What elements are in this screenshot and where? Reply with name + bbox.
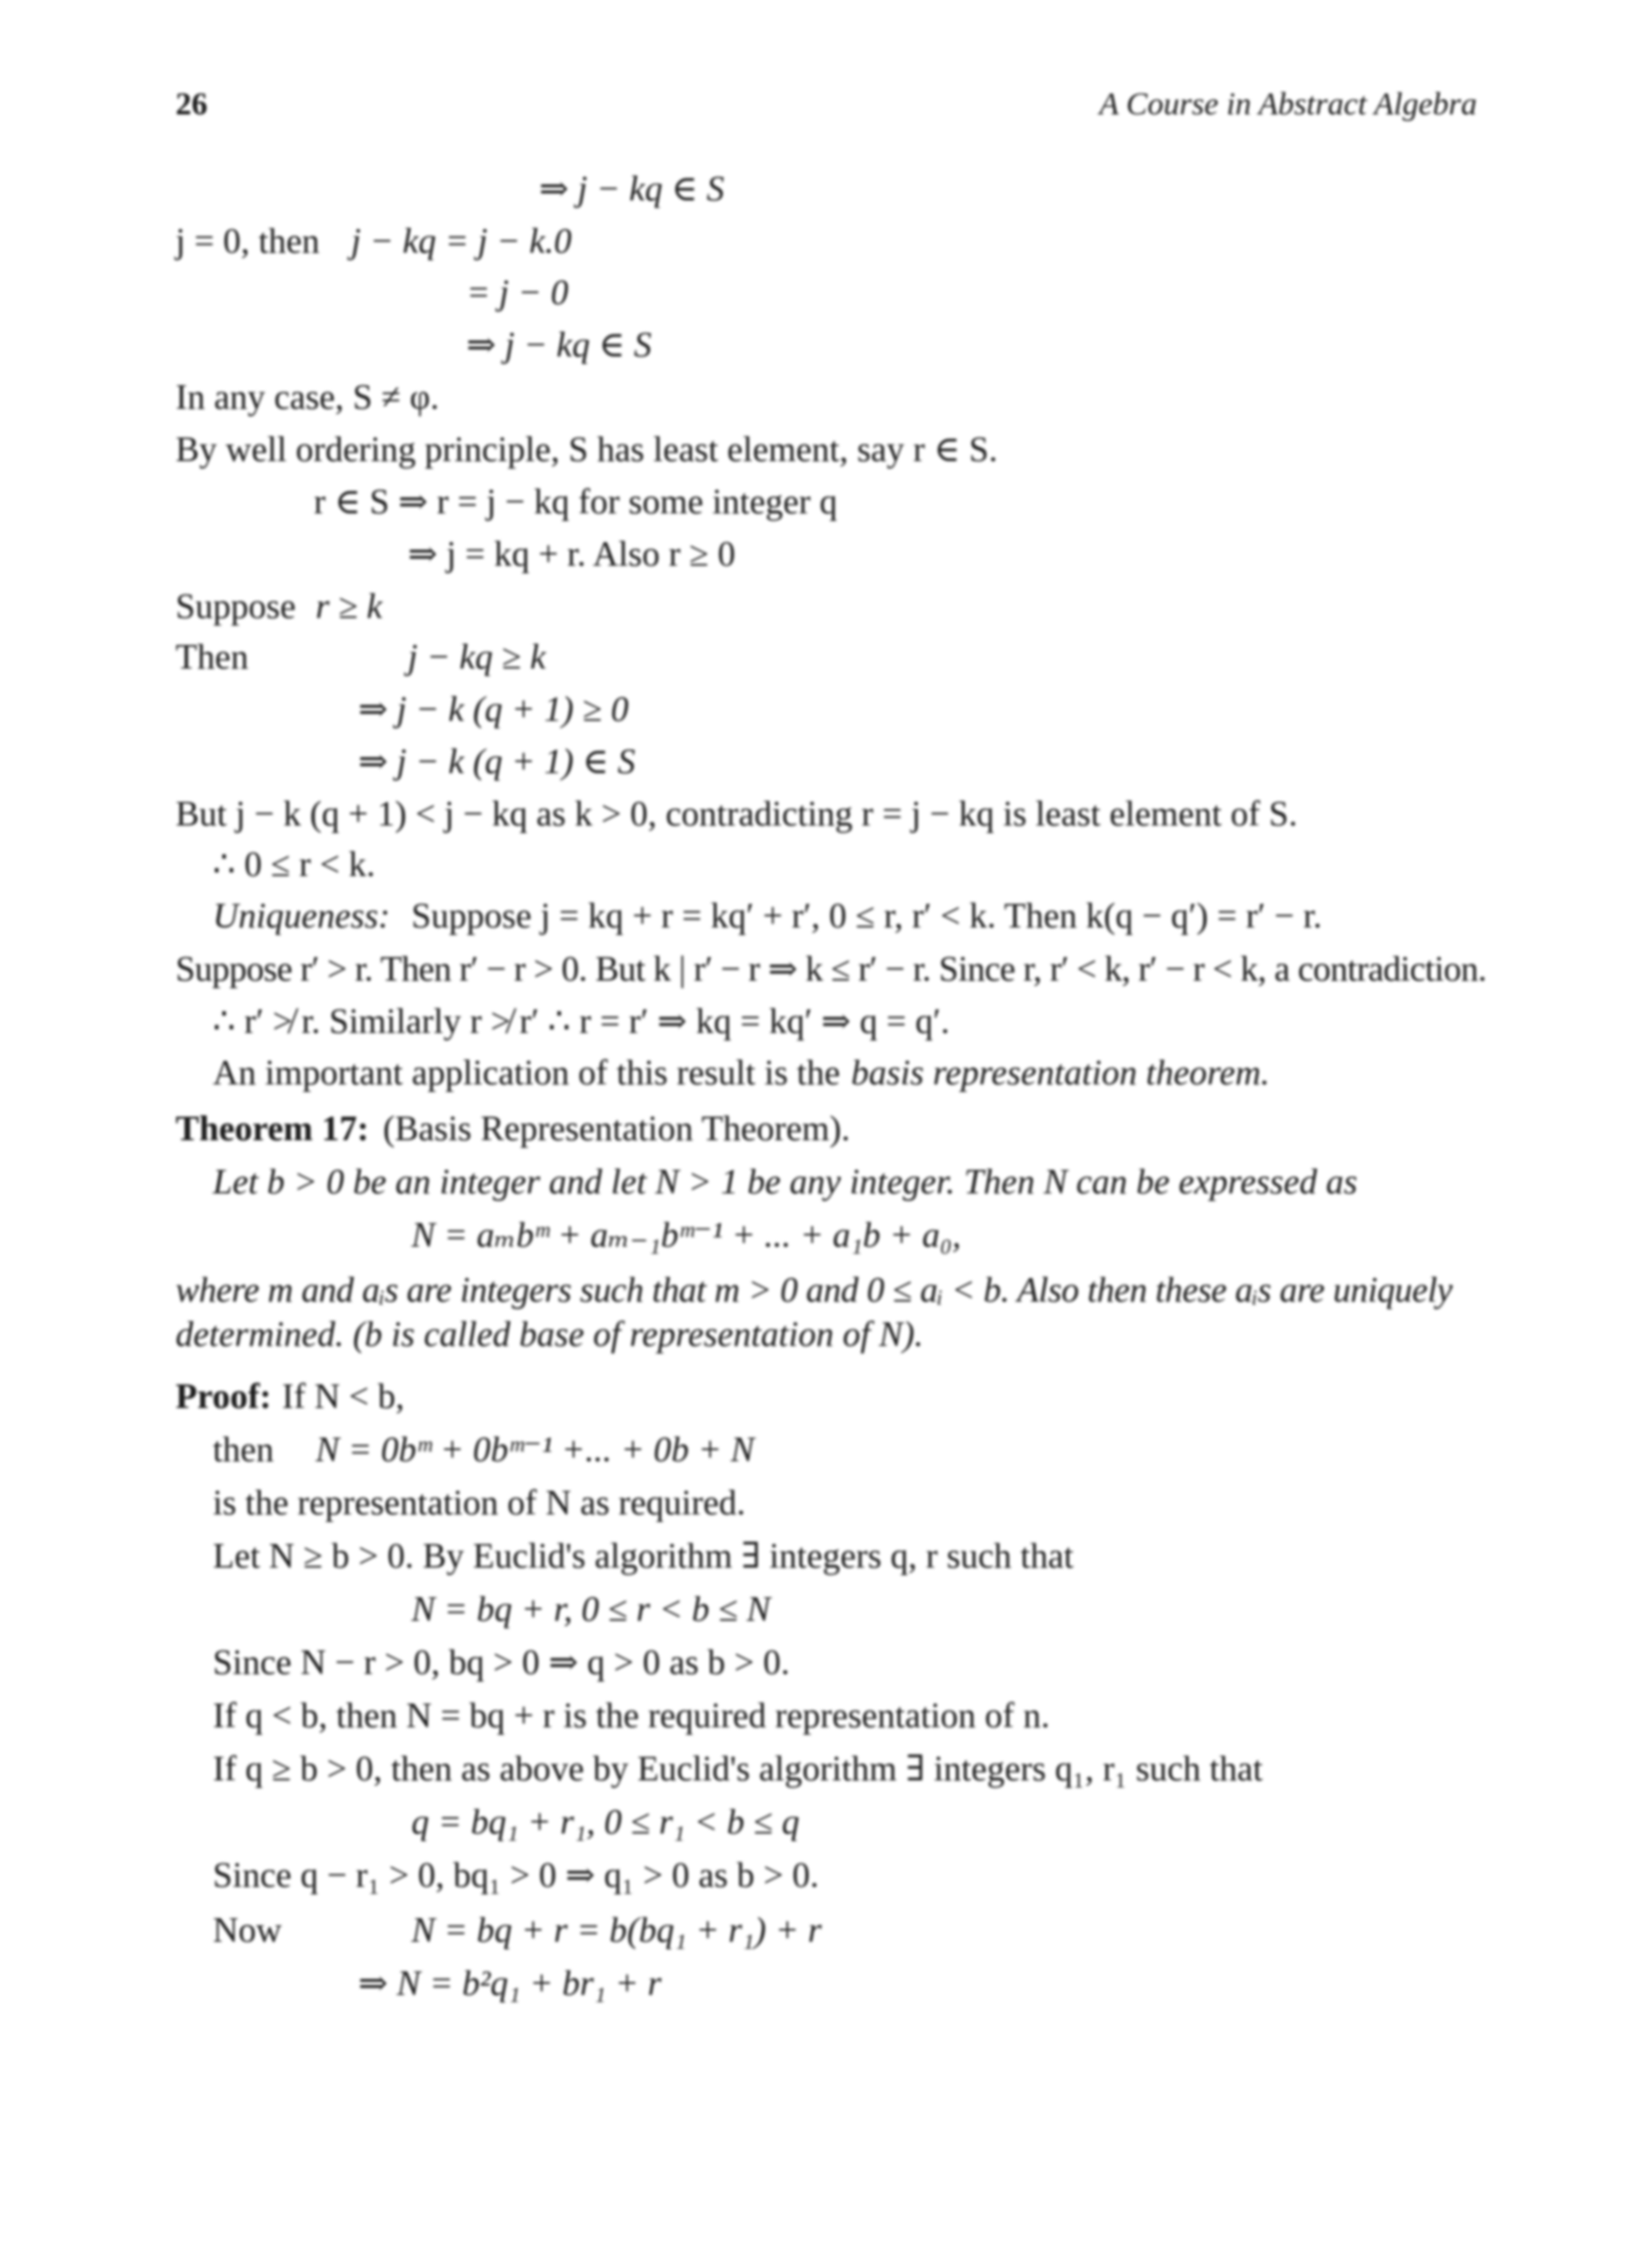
text-line: ∴ 0 ≤ r < k. — [213, 844, 376, 884]
text-line: Suppose j = kq + r = kq′ + r′, 0 ≤ r, r′ < k. Then k(q − q′) = r′ − r. — [411, 895, 1323, 935]
text-line: Let b > 0 be an integer and let N > 1 be any integer. Then N can be expressed as — [213, 1161, 1358, 1201]
equation: ⇒ N = b²q₁ + br₁ + r — [358, 1963, 662, 2003]
equation: N = bq + r, 0 ≤ r < b ≤ N — [411, 1589, 770, 1629]
text-line: If q ≥ b > 0, then as above by Euclid's algorithm ∃ integers q₁, r₁ such that — [213, 1748, 1263, 1788]
text-line: ⇒ j − k (q + 1) ∈ S — [358, 741, 636, 781]
text-line: then — [213, 1429, 274, 1469]
text-line: ∴ r′ ≯ r. Similarly r ≯ r′ ∴ r = r′ ⇒ kq = kq′ ⇒ q = q′. — [213, 1001, 950, 1041]
text-line: By well ordering principle, S has least element, say r ∈ S. — [176, 429, 998, 469]
running-title: A Course in Abstract Algebra — [1098, 86, 1477, 121]
text-line: ⇒ j − kq ∈ S — [539, 168, 724, 208]
text-line: Since N − r > 0, bq > 0 ⇒ q > 0 as b > 0. — [213, 1642, 790, 1682]
text-line: (Basis Representation Theorem). — [383, 1108, 850, 1148]
text-line: j − kq = j − k.0 — [351, 221, 572, 261]
text-line: Suppose — [176, 586, 296, 626]
text-line: is the representation of N as required. — [213, 1482, 746, 1522]
text-line: j = 0, then — [176, 221, 320, 261]
proof-label: Proof: — [176, 1376, 272, 1416]
text-line: Since q − r₁ > 0, bq₁ > 0 ⇒ q₁ > 0 as b > 0. — [213, 1855, 819, 1895]
text-line: Let N ≥ b > 0. By Euclid's algorithm ∃ integers q, r such that — [213, 1536, 1074, 1576]
text-line: ⇒ j − k (q + 1) ≥ 0 — [358, 689, 629, 729]
text-line: In any case, S ≠ φ. — [176, 377, 440, 417]
theorem-label: Theorem 17: — [176, 1108, 370, 1148]
equation: N = 0bᵐ + 0bᵐ⁻¹ +... + 0b + N — [316, 1429, 754, 1469]
text-line: determined. (b is called base of representation of N). — [176, 1314, 924, 1354]
text-line: = j − 0 — [466, 272, 569, 312]
text-line: ⇒ j = kq + r. Also r ≥ 0 — [408, 534, 736, 574]
text-line: ⇒ j − kq ∈ S — [466, 325, 652, 364]
text-line: Uniqueness: — [213, 895, 390, 935]
text-line: Then — [176, 637, 249, 676]
text-line: An important application of this result is the — [213, 1052, 840, 1092]
text-line: If N < b, — [282, 1376, 405, 1416]
page-number: 26 — [176, 86, 207, 121]
text-line: Now — [213, 1910, 282, 1950]
text-line: If q < b, then N = bq + r is the required representation of n. — [213, 1695, 1051, 1735]
equation: N = bq + r = b(bq₁ + r₁) + r — [411, 1910, 822, 1950]
text-line: where m and aᵢs are integers such that m > 0 and 0 ≤ aᵢ < b. Also then these aᵢs are uniquely — [176, 1270, 1453, 1310]
text-line: Suppose r′ > r. Then r′ − r > 0. But k | r′ − r ⇒ k ≤ r′ − r. Since r, r′ < k, r′ − r < k, a contradiction. — [176, 949, 1487, 989]
text-line: j − kq ≥ k — [408, 637, 546, 676]
equation: N = aₘbᵐ + aₘ₋₁bᵐ⁻¹ + ... + a₁b + a₀, — [411, 1215, 961, 1255]
equation: q = bq₁ + r₁, 0 ≤ r₁ < b ≤ q — [411, 1802, 800, 1842]
text-line: r ∈ S ⇒ r = j − kq for some integer q — [314, 481, 838, 521]
text-line: But j − k (q + 1) < j − kq as k > 0, contradicting r = j − kq is least element of S. — [176, 794, 1298, 833]
text-line: basis representation theorem. — [851, 1052, 1270, 1092]
text-line: r ≥ k — [316, 586, 383, 626]
